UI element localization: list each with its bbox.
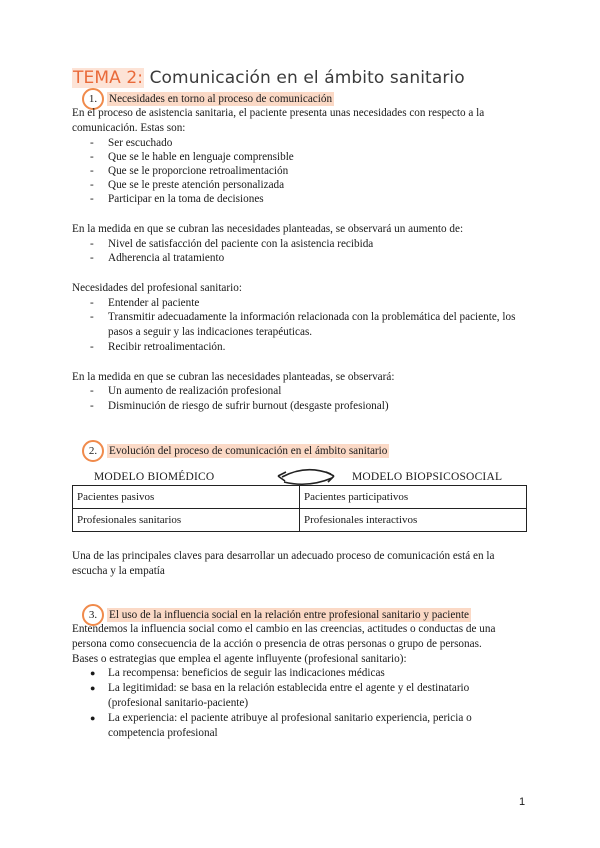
section-2-heading <box>82 440 389 462</box>
title-prefix: TEMA 2: <box>73 68 144 88</box>
model-biomedico-label: MODELO BIOMÉDICO <box>94 471 215 483</box>
section-1-para3: Necesidades del profesional sanitario: <box>72 282 242 294</box>
section-1-intro: En el proceso de asistencia sanitaria, el paciente presenta unas necesidades con respecto a la comunicación. Estas son: <box>72 107 485 134</box>
section-2-number: 2. <box>82 440 104 462</box>
table-row <box>73 509 527 532</box>
section-3-number: 3. <box>82 604 104 626</box>
section-3-title: El uso de la influencia social en la relación entre profesional sanitario y paciente <box>109 609 470 621</box>
section-2-note: Una de las principales claves para desarrollar un adecuado proceso de comunicación está en la escucha y la empatía <box>72 550 495 577</box>
section-1-number: 1. <box>82 88 104 110</box>
title-text: Comunicación en el ámbito sanitario <box>144 68 465 88</box>
page-number: 1 <box>519 796 526 808</box>
section-3-intro: Entendemos la influencia social como el cambio en las creencias, actitudes o conductas de una persona como consecuencia de la acción o presencia de otras personas o grupo de personas. <box>72 623 496 650</box>
section-1-para2: En la medida en que se cubran las necesidades planteadas, se observará un aumento de: <box>72 223 464 235</box>
table-row <box>73 486 527 509</box>
table-cell: Pacientes pasivos <box>73 486 300 509</box>
table-cell: Profesionales interactivos <box>300 509 527 532</box>
swap-arrows-icon <box>276 462 338 486</box>
table-cell: Profesionales sanitarios <box>73 509 300 532</box>
comparison-table <box>72 485 527 532</box>
section-2-title: Evolución del proceso de comunicación en el ámbito sanitario <box>109 445 388 457</box>
document-page: TEMA 2: Comunicación en el ámbito sanitario 1. Necesidades en torno al proceso de comunicación En el proceso de asistencia sanitaria, el paciente presenta unas necesidades con respecto a la comunicación. Estas son: - Ser escuchado - Que se le hable en lenguaje comprensible - Que se le proporcione retroalimentación - Que se le preste atención personalizada - Participar en la toma de decisiones En la medida en que se cubran las necesidades planteadas, se observará un aumento de: - Nivel de satisfacción del paciente con la asistencia recibida - Adherencia al tratamiento Necesidades del profesional sanitario: - Entender al paciente - Transmitir adecuadamente la información relacionada con la problemática del paciente, los pasos a seguir y las indicaciones terapéuticas. - Recibir retroalimentación. En la medida en que se cubran las necesidades planteadas, se observará: - Un aumento de realización profesional - Disminución de riesgo de sufrir burnout (desgaste profesional) 2. Evolución del proceso de comunicación en el ámbito sanitario MODELO BIOMÉDICO MODELO BIOPSICOSOCIAL Pacientes pasivos Pacientes participativos Profesionales sanitarios Profesionales interactivos Una de las principales claves para desarrollar un adecuado proceso de comunicación está en la escucha y la empatía 3. El uso de la influencia social en la relación entre profesional sanitario y paciente Entendemos la influencia social como el cambio en las creencias, actitudes o conductas de una persona como consecuencia de la acción o presencia de otras personas o grupo de personas. Bases o estrategias que emplea el agente influyente (profesional sanitario): ● La recompensa: beneficios de seguir las indicaciones médicas ● La legitimidad: se basa en la relación establecida entre el agente y el destinatario (profesional sanitario-paciente) ● La experiencia: el paciente atribuye al profesional sanitario experiencia, pericia o competencia profesional 1 <box>72 68 526 808</box>
page-title <box>72 68 465 88</box>
table-cell: Pacientes participativos <box>300 486 527 509</box>
model-biopsicosocial-label: MODELO BIOPSICOSOCIAL <box>352 471 503 483</box>
section-3-para2: Bases o estrategias que emplea el agente influyente (profesional sanitario): <box>72 653 407 665</box>
section-1-title: Necesidades en torno al proceso de comunicación <box>109 93 333 105</box>
section-1-para4: En la medida en que se cubran las necesidades planteadas, se observará: <box>72 371 395 383</box>
